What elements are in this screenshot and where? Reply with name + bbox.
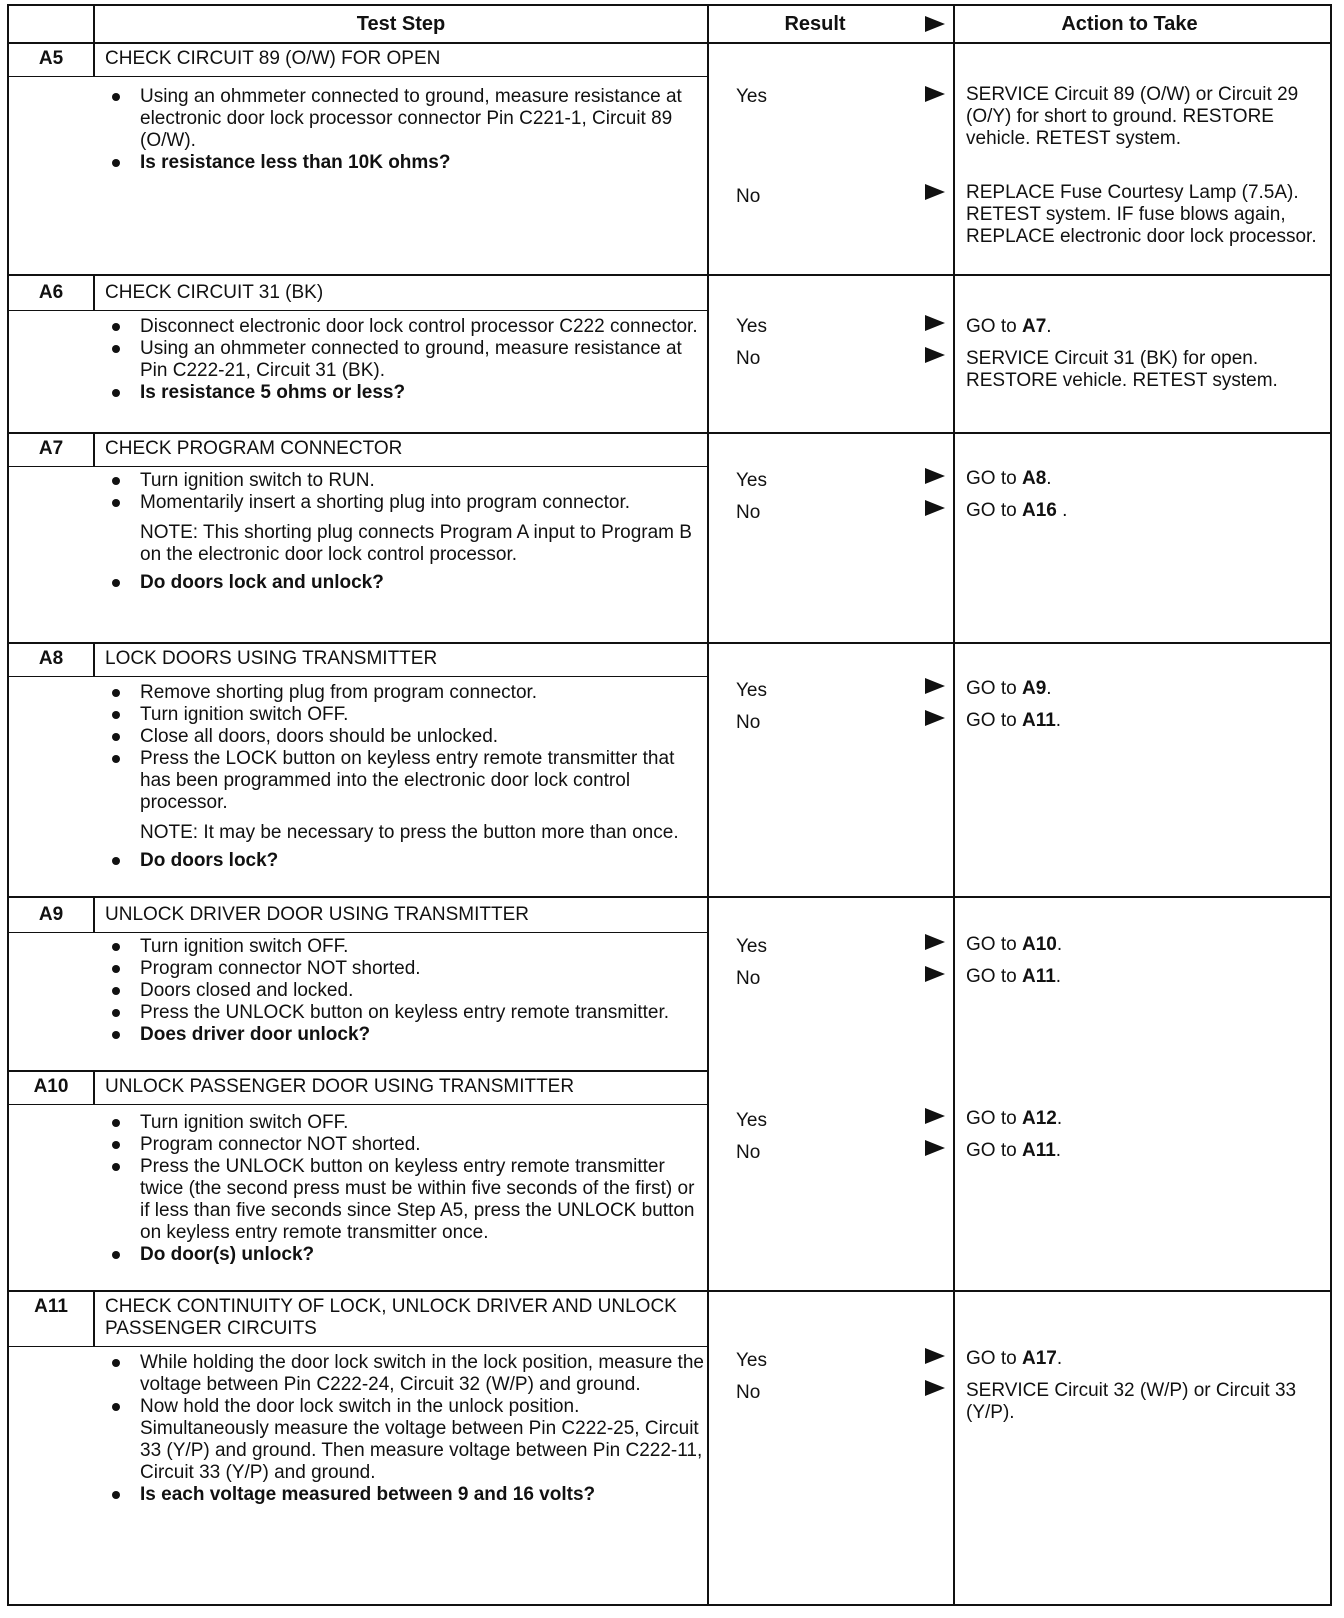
result-arrow-icon xyxy=(925,1380,945,1396)
action-text: GO to A16 . xyxy=(966,500,1068,521)
step-body-a9 xyxy=(105,936,707,1046)
goto-target: A9 xyxy=(1021,678,1047,699)
result-no: No xyxy=(736,1382,761,1403)
goto-target: A11 xyxy=(1021,710,1056,731)
action-text: GO to A12. xyxy=(966,1108,1063,1129)
step-question: Is resistance less than 10K ohms? xyxy=(105,152,707,174)
step-bullet: Turn ignition switch OFF. xyxy=(105,704,707,726)
action-text: GO to A10. xyxy=(966,934,1063,955)
step-bullet: Using an ohmmeter connected to ground, measure resistance at electronic door lock processor connector Pin C221-1, Circuit 89 (O/W). xyxy=(105,86,707,152)
step-bullet: Program connector NOT shorted. xyxy=(105,1134,707,1156)
step-title-a10: UNLOCK PASSENGER DOOR USING TRANSMITTER xyxy=(105,1076,575,1097)
result-arrow-icon xyxy=(925,1108,945,1124)
result-yes: Yes xyxy=(736,316,767,337)
goto-target: A16 xyxy=(1021,500,1057,521)
step-bullet: Program connector NOT shorted. xyxy=(105,958,707,980)
result-arrow-icon xyxy=(925,1140,945,1156)
step-bullet: Turn ignition switch OFF. xyxy=(105,1112,707,1134)
result-yes: Yes xyxy=(736,1350,767,1371)
action-text: GO to A9. xyxy=(966,678,1052,699)
step-body-a5 xyxy=(105,86,707,174)
step-bullet: Close all doors, doors should be unlocked. xyxy=(105,726,707,748)
result-no: No xyxy=(736,712,761,733)
step-id-a10: A10 xyxy=(33,1076,69,1097)
step-id-a7: A7 xyxy=(38,438,64,459)
step-question: Do doors lock? xyxy=(105,850,707,872)
step-question: Is resistance 5 ohms or less? xyxy=(105,382,707,404)
goto-target: A12 xyxy=(1021,1108,1057,1129)
step-id-a9: A9 xyxy=(38,904,64,925)
step-question: Do doors lock and unlock? xyxy=(105,572,707,594)
result-arrow-icon xyxy=(925,1348,945,1364)
step-bullet: Doors closed and locked. xyxy=(105,980,707,1002)
result-arrow-icon xyxy=(925,500,945,516)
goto-target: A8 xyxy=(1021,468,1047,489)
result-yes: Yes xyxy=(736,936,767,957)
step-question: Do door(s) unlock? xyxy=(105,1244,707,1266)
diagnostic-table xyxy=(7,4,1332,1606)
step-question: Does driver door unlock? xyxy=(105,1024,707,1046)
action-text: SERVICE Circuit 31 (BK) for open. RESTORE vehicle. RETEST system. xyxy=(966,348,1278,391)
step-note: NOTE: It may be necessary to press the button more than once. xyxy=(140,822,679,843)
step-id-a5: A5 xyxy=(38,48,64,69)
step-title-a8: LOCK DOORS USING TRANSMITTER xyxy=(105,648,438,669)
result-no: No xyxy=(736,968,761,989)
result-yes: Yes xyxy=(736,680,767,701)
goto-target: A11 xyxy=(1021,966,1056,987)
step-body-a6 xyxy=(105,316,707,404)
step-bullet: Press the UNLOCK button on keyless entry remote transmitter. xyxy=(105,1002,707,1024)
step-title-a7: CHECK PROGRAM CONNECTOR xyxy=(105,438,403,459)
step-bullet: Remove shorting plug from program connector. xyxy=(105,682,707,704)
result-arrow-icon xyxy=(925,966,945,982)
step-bullet: Press the LOCK button on keyless entry remote transmitter that has been programmed into the electronic door lock control processor. xyxy=(105,748,707,814)
action-text: GO to A11. xyxy=(966,710,1062,731)
action-text: GO to A17. xyxy=(966,1348,1063,1369)
action-text: SERVICE Circuit 89 (O/W) or Circuit 29 (O/Y) for short to ground. RESTORE vehicle. RETEST system. xyxy=(966,84,1299,149)
header-test-step: Test Step xyxy=(356,13,446,35)
result-arrow-icon xyxy=(925,347,945,363)
step-id-a8: A8 xyxy=(38,648,64,669)
step-title-a5: CHECK CIRCUIT 89 (O/W) FOR OPEN xyxy=(105,48,441,69)
step-body-a11 xyxy=(105,1352,707,1506)
result-arrow-icon xyxy=(925,315,945,331)
result-arrow-icon xyxy=(925,934,945,950)
step-bullet: Using an ohmmeter connected to ground, measure resistance at Pin C222-21, Circuit 31 (BK). xyxy=(105,338,707,382)
step-body-a7 xyxy=(105,470,707,594)
step-bullet: While holding the door lock switch in the lock position, measure the voltage between Pin C222-24, Circuit 32 (W/P) and ground. xyxy=(105,1352,707,1396)
step-title-a9: UNLOCK DRIVER DOOR USING TRANSMITTER xyxy=(105,904,530,925)
step-note: NOTE: This shorting plug connects Program A input to Program B on the electronic door lock control processor. xyxy=(140,522,692,565)
step-bullet: Momentarily insert a shorting plug into program connector. xyxy=(105,492,707,514)
header-action: Action to Take xyxy=(1061,13,1198,35)
result-no: No xyxy=(736,502,761,523)
result-arrow-icon xyxy=(925,86,945,102)
step-body-a10 xyxy=(105,1112,707,1266)
action-text: GO to A11. xyxy=(966,966,1062,987)
step-bullet: Turn ignition switch OFF. xyxy=(105,936,707,958)
result-yes: Yes xyxy=(736,470,767,491)
header-result: Result xyxy=(784,13,846,35)
action-text: GO to A11. xyxy=(966,1140,1062,1161)
step-question: Is each voltage measured between 9 and 16 volts? xyxy=(105,1484,707,1506)
step-id-a6: A6 xyxy=(38,282,64,303)
result-no: No xyxy=(736,186,761,207)
result-yes: Yes xyxy=(736,86,767,107)
result-arrow-icon xyxy=(925,678,945,694)
result-no: No xyxy=(736,348,761,369)
result-arrow-icon xyxy=(925,710,945,726)
goto-target: A17 xyxy=(1021,1348,1057,1369)
step-bullet: Press the UNLOCK button on keyless entry remote transmitter twice (the second press must be within five seconds of the first) or if less than five seconds since Step A5, press the UNLOCK button on keyless entry remote transmitter once. xyxy=(105,1156,707,1244)
step-title-a6: CHECK CIRCUIT 31 (BK) xyxy=(105,282,324,303)
result-arrow-icon xyxy=(925,184,945,200)
action-text: SERVICE Circuit 32 (W/P) or Circuit 33 (Y/P). xyxy=(966,1380,1297,1423)
result-yes: Yes xyxy=(736,1110,767,1131)
step-bullet: Turn ignition switch to RUN. xyxy=(105,470,707,492)
action-text: GO to A7. xyxy=(966,316,1052,337)
step-bullet: Now hold the door lock switch in the unlock position. Simultaneously measure the voltage between Pin C222-25, Circuit 33 (Y/P) and ground. Then measure voltage between Pin C222-11, Circuit 33 (Y/P) and ground. xyxy=(105,1396,707,1484)
result-arrow-icon xyxy=(925,468,945,484)
step-id-a11: A11 xyxy=(34,1296,68,1317)
goto-target: A7 xyxy=(1021,316,1047,337)
step-bullet: Disconnect electronic door lock control processor C222 connector. xyxy=(105,316,707,338)
step-body-a8 xyxy=(105,682,707,872)
step-title-a11: CHECK CONTINUITY OF LOCK, UNLOCK DRIVER AND UNLOCK PASSENGER CIRCUITS xyxy=(105,1296,677,1339)
result-no: No xyxy=(736,1142,761,1163)
goto-target: A10 xyxy=(1021,934,1057,955)
action-text: GO to A8. xyxy=(966,468,1052,489)
action-text: REPLACE Fuse Courtesy Lamp (7.5A). RETEST system. IF fuse blows again, REPLACE electronic door lock processor. xyxy=(966,182,1317,247)
goto-target: A11 xyxy=(1021,1140,1056,1161)
